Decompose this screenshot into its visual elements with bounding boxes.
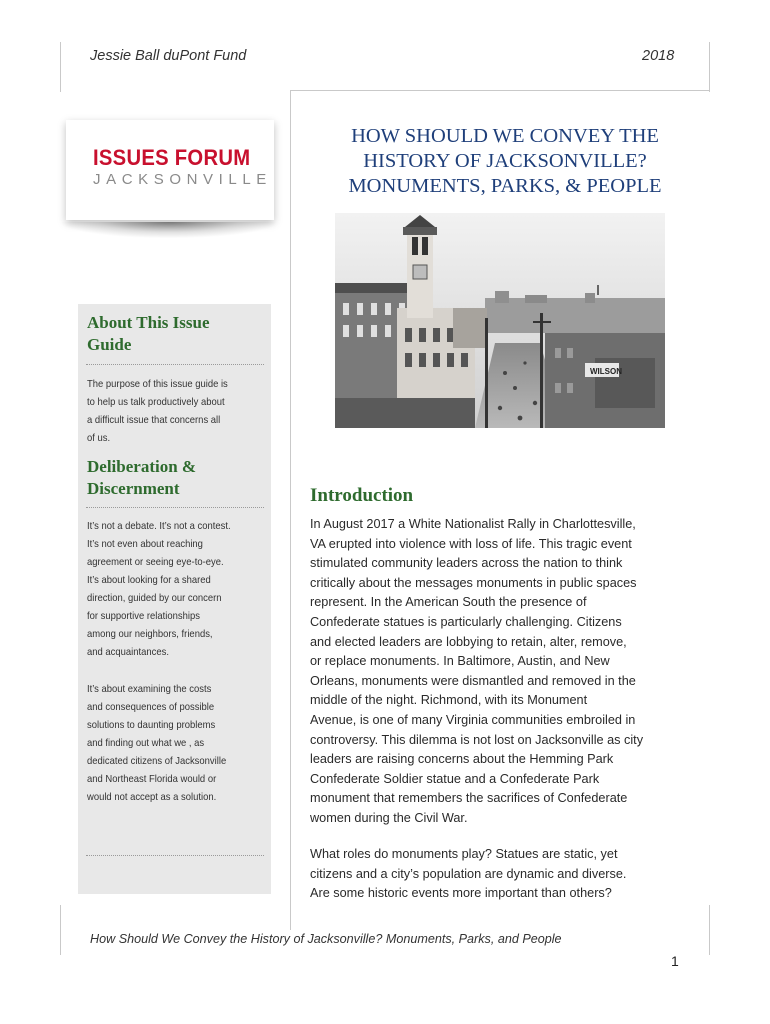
title-line-3: MONUMENTS, PARKS, & PEOPLE bbox=[348, 175, 662, 197]
header-year: 2018 bbox=[642, 48, 675, 64]
left-margin-rule bbox=[60, 42, 61, 92]
logo-issues-forum: ISSUES FORUM bbox=[93, 145, 251, 170]
page-number: 1 bbox=[671, 953, 679, 969]
sidebar-bottom-divider bbox=[86, 855, 264, 856]
deliberation-para-1: It’s not a debate. It’s not a contest. It’s not even about reaching agreement or seeing eye-to-eye. It’s about looking for a shared direction, guided by our concern for supportive relationships among our neighbors, friends, and acquaintances. bbox=[87, 520, 231, 658]
deliberation-para-2: It’s about examining the costs and consequences of possible solutions to daunting problems and finding out what we , as dedicated citizens of Jacksonville and Northeast Florida would or would not accept as a solution. bbox=[87, 683, 227, 803]
logo-drop-shadow bbox=[62, 222, 276, 238]
right-margin-rule bbox=[709, 42, 710, 92]
historic-jacksonville-photo bbox=[335, 213, 665, 428]
title-line-2: HISTORY OF JACKSONVILLE? bbox=[363, 150, 647, 172]
header-org-name: Jessie Ball duPont Fund bbox=[90, 48, 247, 64]
deliberation-heading: Deliberation & Discernment bbox=[87, 457, 197, 498]
about-heading: About This Issue Guide bbox=[87, 313, 210, 354]
photo-wilson-sign: WILSON bbox=[590, 367, 622, 376]
introduction-heading: Introduction bbox=[310, 485, 414, 506]
column-divider bbox=[290, 90, 291, 930]
title-line-1: HOW SHOULD WE CONVEY THE bbox=[351, 125, 659, 147]
about-divider bbox=[86, 364, 264, 365]
header-rule bbox=[290, 90, 710, 91]
introduction-para-2: What roles do monuments play? Statues are static, yet citizens and a city’s population are dynamic and diverse. Are some historic events more important than others? bbox=[310, 847, 627, 901]
document-title bbox=[300, 124, 710, 199]
left-footer-rule bbox=[60, 905, 61, 955]
about-text: The purpose of this issue guide is to help us talk productively about a difficult issue that concerns all of us. bbox=[87, 378, 228, 444]
logo-jacksonville: JACKSONVILLE bbox=[93, 171, 272, 188]
introduction-para-1: In August 2017 a White Nationalist Rally in Charlottesville, VA erupted into violence with loss of life. This tragic event stimulated community leaders across the nation to think critically about the messages monuments in public spaces represent. In the American South the presence of Confederate statues is particularly challenging. Citizens and elected leaders are lobbying to retain, alter, remove, or replace monuments. In Baltimore, Austin, and New Orleans, monuments were dismantled and removed in the middle of the night. Richmond, with its Monument Avenue, is one of many Virginia communities embroiled in controversy. This dilemma is not lost on Jacksonville as city leaders are raising concerns about the Hemming Park Confederate Soldier statue and a Confederate Park monument that remembers the sacrifices of Confederate women during the Civil War. bbox=[310, 517, 644, 825]
deliberation-divider bbox=[86, 507, 264, 508]
right-column-rule bbox=[709, 905, 710, 955]
footer-document-title: How Should We Convey the History of Jacksonville? Monuments, Parks, and People bbox=[90, 932, 562, 946]
